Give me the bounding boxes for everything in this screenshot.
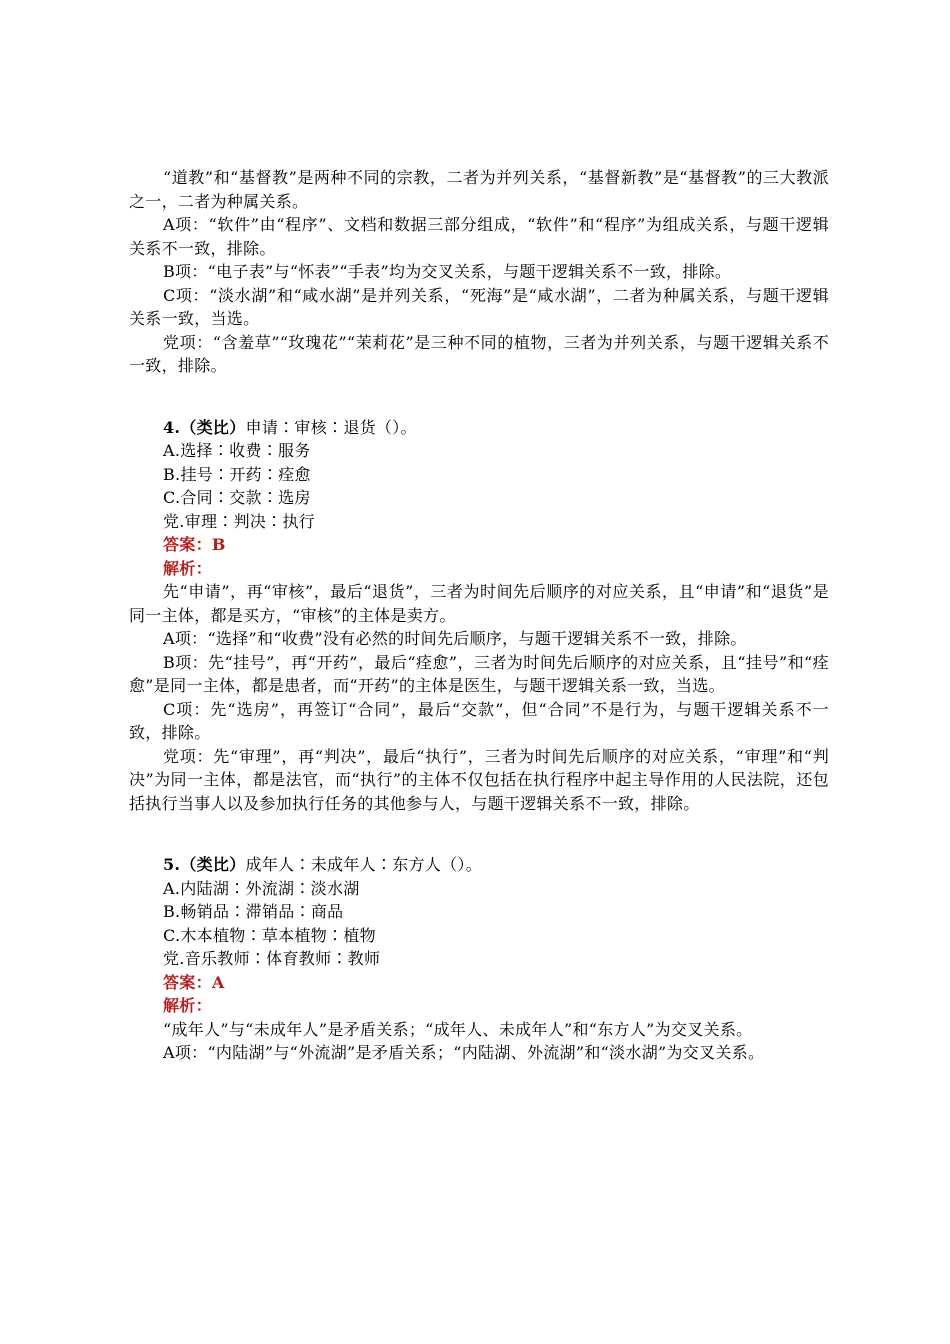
option-d: 党.音乐教师∶体育教师∶教师 — [163, 949, 381, 968]
option-c-analysis: C项：“淡水湖”和“咸水湖”是并列关系，“死海”是“咸水湖”，二者为种属关系，与题干逻辑关系一致，当选。 — [129, 285, 829, 328]
analysis-paragraph: 先“申请”，再“审核”，最后“退货”，三者为时间先后顺序的对应关系，且“申请”和“退货”是同一主体，都是买方，“审核”的主体是卖方。 — [129, 582, 829, 625]
question-type-tag: （类比） — [180, 417, 246, 437]
spacer — [129, 839, 829, 853]
option-c-analysis: C项：先“选房”，再签订“合同”，最后“交款”，但“合同”不是行为，与题干逻辑关系不一致，排除。 — [129, 699, 829, 742]
question-number: 4. — [163, 417, 181, 437]
option-d-analysis: 党项：先“审理”，再“判决”，最后“执行”，三者为时间先后顺序的对应关系，“审理”和“判决”为同一主体，都是法官，而“执行”的主体不仅包括在执行程序中起主导作用的人民法院，还包括执行当事人以及参加执行任务的其他参与人，与题干逻辑关系不一致，排除。 — [129, 746, 829, 813]
option-d-analysis: 党项：“含羞草”“玫瑰花”“茉莉花”是三种不同的植物，三者为并列关系，与题干逻辑关系不一致，排除。 — [129, 332, 829, 375]
spacer — [129, 815, 829, 839]
option-a: A.内陆湖∶外流湖∶淡水湖 — [163, 878, 360, 898]
document-content — [129, 166, 829, 1065]
analysis-paragraph: “成年人”与“未成年人”是矛盾关系；“成年人、未成年人”和“东方人”为交叉关系。 — [163, 1019, 753, 1039]
answer-label: 答案：B — [163, 535, 226, 554]
option-d: 党.审理∶判决∶执行 — [163, 511, 316, 531]
question-4 — [129, 416, 829, 816]
question-stem-text: 成年人∶未成年人∶东方人（）。 — [245, 855, 483, 874]
spacer — [129, 402, 829, 416]
question-stem-text: 申请∶审核∶退货（）。 — [245, 417, 417, 437]
option-b-analysis: B项：先“挂号”，再“开药”，最后“痊愈”，三者为时间先后顺序的对应关系，且“挂号”和“痊愈”是同一主体，都是患者，而“开药”的主体是医生，与题干逻辑关系一致，当选。 — [129, 652, 829, 695]
option-b-analysis: B项：“电子表”与“怀表”“手表”均为交叉关系，与题干逻辑关系不一致，排除。 — [163, 262, 732, 281]
answer-label: 答案：A — [163, 972, 225, 992]
question-number: 5. — [163, 855, 181, 874]
analysis-paragraph: “道教”和“基督教”是两种不同的宗教，二者为并列关系，“基督新教”是“基督教”的三大教派之一，二者为种属关系。 — [129, 168, 829, 211]
option-b: B.挂号∶开药∶痊愈 — [163, 464, 311, 484]
analysis-label: 解析： — [163, 996, 212, 1015]
option-a-analysis: A项：“内陆湖”与“外流湖”是矛盾关系；“内陆湖、外流湖”和“淡水湖”为交叉关系。 — [163, 1043, 765, 1062]
option-c: C.木本植物∶草本植物∶植物 — [163, 925, 376, 945]
question-5-stem — [129, 853, 829, 877]
option-b: B.畅销品∶滞销品∶商品 — [163, 902, 344, 921]
previous-question-analysis — [129, 166, 829, 378]
option-c: C.合同∶交款∶选房 — [163, 488, 311, 507]
option-a-analysis: A项：“软件”由“程序”、文档和数据三部分组成，“软件”和“程序”为组成关系，与题干逻辑关系不一致，排除。 — [129, 215, 829, 258]
question-5 — [129, 853, 829, 1065]
option-a: A.选择∶收费∶服务 — [163, 441, 311, 460]
spacer — [129, 378, 829, 402]
analysis-label: 解析： — [163, 558, 212, 578]
question-type-tag: （类比） — [180, 855, 246, 874]
question-4-stem — [129, 416, 829, 440]
option-a-analysis: A项：“选择”和“收费”没有必然的时间先后顺序，与题干逻辑关系不一致，排除。 — [163, 629, 747, 648]
